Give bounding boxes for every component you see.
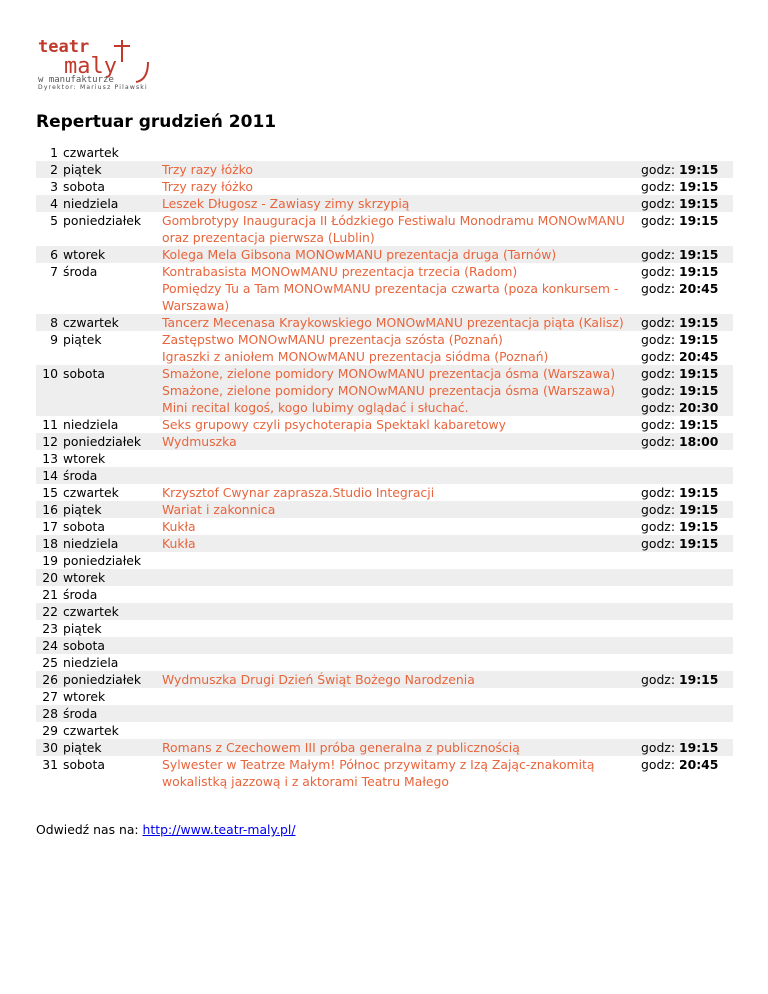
time-value: 19:15 <box>678 672 719 687</box>
day-cell <box>36 552 162 569</box>
events-cell <box>162 722 733 739</box>
time-value: 19:15 <box>678 366 719 381</box>
time-value: 20:45 <box>678 757 719 772</box>
director-line: Dyrektor: Mariusz Pilawski <box>38 84 148 91</box>
event-title-link[interactable]: Zastępstwo MONOwMANU prezentacja szósta (Poznań) <box>162 332 503 347</box>
day-row <box>36 756 733 790</box>
day-cell <box>36 144 162 161</box>
day-number: 22 <box>42 604 58 619</box>
event-title-link[interactable]: Mini recital kogoś, kogo lubimy oglądać i słuchać. <box>162 400 469 415</box>
day-number: 17 <box>42 519 58 534</box>
day-number: 7 <box>50 264 58 279</box>
day-cell <box>36 501 162 518</box>
day-row <box>36 603 733 620</box>
time-value: 20:30 <box>678 400 719 415</box>
day-number: 11 <box>42 417 58 432</box>
event-time <box>637 535 733 552</box>
day-name: wtorek <box>63 247 106 262</box>
event-title-link[interactable]: Tancerz Mecenasa Kraykowskiego MONOwMANU prezentacja piąta (Kalisz) <box>162 315 624 330</box>
time-value: 18:00 <box>678 434 719 449</box>
day-number: 1 <box>50 145 58 160</box>
day-row <box>36 161 733 178</box>
event-item <box>162 212 733 246</box>
event-time <box>637 501 733 518</box>
day-number: 29 <box>42 723 58 738</box>
day-name: sobota <box>63 638 105 653</box>
event-title-link[interactable]: Wariat i zakonnica <box>162 502 276 517</box>
day-name: poniedziałek <box>63 213 142 228</box>
day-number: 23 <box>42 621 58 636</box>
day-name: niedziela <box>63 196 119 211</box>
time-value: 19:15 <box>678 213 719 228</box>
event-time <box>637 399 733 416</box>
time-label: godz: <box>641 247 675 262</box>
event-time <box>637 331 733 348</box>
event-item <box>162 484 733 501</box>
day-name: czwartek <box>63 315 119 330</box>
events-cell <box>162 416 733 433</box>
event-item <box>162 671 733 688</box>
page-title: Repertuar grudzień 2011 <box>36 112 277 132</box>
day-cell <box>36 246 162 263</box>
time-label: godz: <box>641 383 675 398</box>
day-name: sobota <box>63 757 105 772</box>
day-row <box>36 518 733 535</box>
events-cell <box>162 161 733 178</box>
day-row <box>36 586 733 603</box>
day-number: 16 <box>42 502 58 517</box>
day-row <box>36 552 733 569</box>
event-item <box>162 382 733 399</box>
day-name: poniedziałek <box>63 434 142 449</box>
day-cell <box>36 331 162 365</box>
day-number: 21 <box>42 587 58 602</box>
day-row <box>36 365 733 416</box>
day-cell <box>36 654 162 671</box>
day-cell <box>36 467 162 484</box>
day-number: 30 <box>42 740 58 755</box>
day-cell <box>36 178 162 195</box>
events-cell <box>162 195 733 212</box>
time-label: godz: <box>641 213 675 228</box>
day-name: sobota <box>63 179 105 194</box>
time-label: godz: <box>641 502 675 517</box>
day-row <box>36 501 733 518</box>
time-value: 19:15 <box>678 162 719 177</box>
day-cell <box>36 586 162 603</box>
events-cell <box>162 331 733 365</box>
day-cell <box>36 603 162 620</box>
event-item <box>162 501 733 518</box>
events-cell <box>162 739 733 756</box>
day-cell <box>36 314 162 331</box>
event-item <box>162 195 733 212</box>
day-number: 20 <box>42 570 58 585</box>
event-title-link[interactable]: Pomiędzy Tu a Tam MONOwMANU prezentacja czwarta (poza konkursem - Warszawa) <box>162 281 619 313</box>
time-value: 19:15 <box>678 196 719 211</box>
events-cell <box>162 637 733 654</box>
day-row <box>36 246 733 263</box>
day-name: piątek <box>63 621 102 636</box>
day-row <box>36 195 733 212</box>
event-title-link[interactable]: Trzy razy łóżko <box>162 179 253 194</box>
day-name: wtorek <box>63 570 106 585</box>
day-row <box>36 654 733 671</box>
day-number: 8 <box>50 315 58 330</box>
event-item <box>162 280 733 314</box>
time-label: godz: <box>641 196 675 211</box>
day-row <box>36 178 733 195</box>
day-name: sobota <box>63 519 105 534</box>
day-number: 26 <box>42 672 58 687</box>
events-cell <box>162 654 733 671</box>
day-cell <box>36 756 162 790</box>
event-title-link[interactable]: Wydmuszka Drugi Dzień Świąt Bożego Narodzenia <box>162 672 475 687</box>
footer-prefix: Odwiedź nas na: <box>36 822 143 837</box>
day-row <box>36 705 733 722</box>
time-label: godz: <box>641 400 675 415</box>
day-row <box>36 688 733 705</box>
day-cell <box>36 620 162 637</box>
day-row <box>36 671 733 688</box>
time-value: 19:15 <box>678 247 719 262</box>
day-number: 31 <box>42 757 58 772</box>
time-value: 19:15 <box>678 179 719 194</box>
event-title-link[interactable]: Trzy razy łóżko <box>162 162 253 177</box>
events-cell <box>162 705 733 722</box>
time-label: godz: <box>641 536 675 551</box>
time-label: godz: <box>641 757 675 772</box>
event-time <box>637 518 733 535</box>
day-cell <box>36 688 162 705</box>
day-name: środa <box>63 706 98 721</box>
events-cell <box>162 433 733 450</box>
day-cell <box>36 722 162 739</box>
day-cell <box>36 450 162 467</box>
event-item <box>162 314 733 331</box>
events-cell <box>162 569 733 586</box>
events-cell <box>162 314 733 331</box>
event-time <box>637 416 733 433</box>
events-cell <box>162 212 733 246</box>
day-row <box>36 722 733 739</box>
events-cell <box>162 246 733 263</box>
day-row <box>36 416 733 433</box>
event-time <box>637 365 733 382</box>
event-item <box>162 433 733 450</box>
day-name: czwartek <box>63 145 119 160</box>
event-title-link[interactable]: Krzysztof Cwynar zaprasza.Studio Integracji <box>162 485 435 500</box>
event-title-link[interactable]: Kolega Mela Gibsona MONOwMANU prezentacja druga (Tarnów) <box>162 247 557 262</box>
day-number: 15 <box>42 485 58 500</box>
event-item <box>162 178 733 195</box>
event-time <box>637 212 733 246</box>
day-cell <box>36 518 162 535</box>
day-number: 5 <box>50 213 58 228</box>
events-cell <box>162 501 733 518</box>
day-name: niedziela <box>63 417 119 432</box>
events-cell <box>162 518 733 535</box>
time-value: 19:15 <box>678 417 719 432</box>
day-number: 2 <box>50 162 58 177</box>
day-cell <box>36 637 162 654</box>
day-name: poniedziałek <box>63 553 142 568</box>
event-time <box>637 178 733 195</box>
event-time <box>637 246 733 263</box>
logo-subtitle: w manufakturze <box>38 75 114 84</box>
time-label: godz: <box>641 417 675 432</box>
day-row <box>36 144 733 161</box>
time-label: godz: <box>641 740 675 755</box>
day-row <box>36 569 733 586</box>
event-time <box>637 756 733 790</box>
event-title-link[interactable]: Sylwester w Teatrze Małym! Północ przywitamy z Izą Zając-znakomitą wokalistką jazzową i z aktorami Teatru Małego <box>162 757 595 789</box>
day-number: 4 <box>50 196 58 211</box>
time-value: 19:15 <box>678 485 719 500</box>
event-time <box>637 161 733 178</box>
event-item <box>162 756 733 790</box>
day-cell <box>36 535 162 552</box>
day-name: czwartek <box>63 723 119 738</box>
events-cell <box>162 756 733 790</box>
events-cell <box>162 535 733 552</box>
events-cell <box>162 467 733 484</box>
time-value: 19:15 <box>678 332 719 347</box>
day-number: 12 <box>42 434 58 449</box>
day-cell <box>36 671 162 688</box>
day-number: 24 <box>42 638 58 653</box>
day-row <box>36 535 733 552</box>
footer <box>36 822 296 837</box>
event-item <box>162 399 733 416</box>
day-cell <box>36 484 162 501</box>
day-name: poniedziałek <box>63 672 142 687</box>
day-cell <box>36 705 162 722</box>
event-item <box>162 263 733 280</box>
day-row <box>36 739 733 756</box>
event-item <box>162 161 733 178</box>
events-cell <box>162 688 733 705</box>
time-value: 19:15 <box>678 383 719 398</box>
time-label: godz: <box>641 672 675 687</box>
event-item <box>162 518 733 535</box>
day-number: 14 <box>42 468 58 483</box>
day-cell <box>36 365 162 416</box>
event-time <box>637 195 733 212</box>
events-cell <box>162 365 733 416</box>
logo-word-maly: maly <box>64 54 117 79</box>
day-cell <box>36 416 162 433</box>
event-title-link[interactable]: Wydmuszka <box>162 434 237 449</box>
time-label: godz: <box>641 179 675 194</box>
events-cell <box>162 586 733 603</box>
day-row <box>36 620 733 637</box>
event-item <box>162 348 733 365</box>
time-label: godz: <box>641 264 675 279</box>
day-number: 19 <box>42 553 58 568</box>
event-title-link[interactable]: Romans z Czechowem III próba generalna z publicznością <box>162 740 520 755</box>
events-cell <box>162 620 733 637</box>
event-time <box>637 348 733 365</box>
day-number: 18 <box>42 536 58 551</box>
event-time <box>637 671 733 688</box>
event-title-link[interactable]: Leszek Długosz - Zawiasy zimy skrzypią <box>162 196 410 211</box>
event-item <box>162 365 733 382</box>
day-name: czwartek <box>63 485 119 500</box>
day-number: 13 <box>42 451 58 466</box>
events-cell <box>162 603 733 620</box>
event-time <box>637 433 733 450</box>
event-item <box>162 739 733 756</box>
time-label: godz: <box>641 434 675 449</box>
day-cell <box>36 433 162 450</box>
theatre-logo <box>36 36 166 96</box>
day-name: niedziela <box>63 536 119 551</box>
day-row <box>36 433 733 450</box>
event-title-link[interactable]: Gombrotypy Inauguracja II Łódzkiego Festiwalu Monodramu MONOwMANU oraz prezentacja pierwsza (Lublin) <box>162 213 625 245</box>
event-title-link[interactable]: Smażone, zielone pomidory MONOwMANU prezentacja ósma (Warszawa) <box>162 366 616 381</box>
events-cell <box>162 263 733 314</box>
website-link[interactable]: http://www.teatr-maly.pl/ <box>142 822 296 837</box>
events-cell <box>162 450 733 467</box>
day-name: niedziela <box>63 655 119 670</box>
day-number: 9 <box>50 332 58 347</box>
event-title-link[interactable]: Smażone, zielone pomidory MONOwMANU prezentacja ósma (Warszawa) <box>162 383 616 398</box>
event-time <box>637 382 733 399</box>
day-row <box>36 450 733 467</box>
day-number: 3 <box>50 179 58 194</box>
day-cell <box>36 263 162 314</box>
day-name: piątek <box>63 740 102 755</box>
event-title-link[interactable]: Seks grupowy czyli psychoterapia Spektakl kabaretowy <box>162 417 506 432</box>
day-name: środa <box>63 587 98 602</box>
day-name: sobota <box>63 366 105 381</box>
event-item <box>162 416 733 433</box>
event-time <box>637 484 733 501</box>
time-label: godz: <box>641 315 675 330</box>
event-title-link[interactable]: Kukła <box>162 519 196 534</box>
time-value: 20:45 <box>678 281 719 296</box>
events-cell <box>162 144 733 161</box>
day-row <box>36 212 733 246</box>
event-item <box>162 331 733 348</box>
events-cell <box>162 178 733 195</box>
event-title-link[interactable]: Kontrabasista MONOwMANU prezentacja trzecia (Radom) <box>162 264 518 279</box>
logo-graphic <box>36 36 166 84</box>
time-label: godz: <box>641 281 675 296</box>
event-time <box>637 263 733 280</box>
time-value: 19:15 <box>678 502 719 517</box>
event-time <box>637 739 733 756</box>
day-cell <box>36 569 162 586</box>
day-name: środa <box>63 264 98 279</box>
day-row <box>36 484 733 501</box>
time-label: godz: <box>641 349 675 364</box>
events-cell <box>162 484 733 501</box>
time-value: 19:15 <box>678 519 719 534</box>
event-time <box>637 280 733 314</box>
repertoire-schedule <box>36 144 733 790</box>
time-value: 19:15 <box>678 740 719 755</box>
event-title-link[interactable]: Igraszki z aniołem MONOwMANU prezentacja siódma (Poznań) <box>162 349 549 364</box>
time-value: 20:45 <box>678 349 719 364</box>
day-name: wtorek <box>63 451 106 466</box>
day-name: piątek <box>63 162 102 177</box>
event-title-link[interactable]: Kukła <box>162 536 196 551</box>
day-cell <box>36 161 162 178</box>
day-number: 27 <box>42 689 58 704</box>
day-row <box>36 331 733 365</box>
day-name: czwartek <box>63 604 119 619</box>
day-number: 10 <box>42 366 58 381</box>
time-label: godz: <box>641 332 675 347</box>
day-number: 28 <box>42 706 58 721</box>
day-cell <box>36 739 162 756</box>
day-name: piątek <box>63 502 102 517</box>
event-item <box>162 246 733 263</box>
event-item <box>162 535 733 552</box>
time-value: 19:15 <box>678 264 719 279</box>
events-cell <box>162 552 733 569</box>
day-row <box>36 263 733 314</box>
event-time <box>637 314 733 331</box>
day-name: wtorek <box>63 689 106 704</box>
logo-word-teatr: teatr <box>38 37 90 57</box>
day-name: piątek <box>63 332 102 347</box>
day-row <box>36 314 733 331</box>
time-label: godz: <box>641 519 675 534</box>
day-number: 6 <box>50 247 58 262</box>
time-label: godz: <box>641 485 675 500</box>
events-cell <box>162 671 733 688</box>
day-cell <box>36 195 162 212</box>
day-row <box>36 637 733 654</box>
time-value: 19:15 <box>678 536 719 551</box>
day-row <box>36 467 733 484</box>
time-value: 19:15 <box>678 315 719 330</box>
time-label: godz: <box>641 162 675 177</box>
day-name: środa <box>63 468 98 483</box>
time-label: godz: <box>641 366 675 381</box>
day-cell <box>36 212 162 246</box>
day-number: 25 <box>42 655 58 670</box>
